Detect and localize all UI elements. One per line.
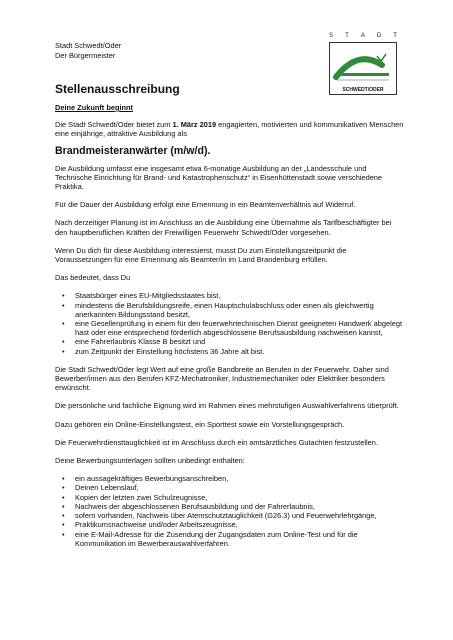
list-item: • sofern vorhanden, Nachweis über Atemschutztauglichkeit (G26.3) und Feuerwehrlehrgänge, [55, 511, 405, 520]
logo-letter: T [393, 33, 397, 39]
logo-caption: SCHWEDT/ODER [342, 87, 384, 93]
list-item: • mindestens die Berufsbildungsreife, einen Hauptschulabschluss oder einen als gleichwertig anerkannten Bildungsstand besitzt, [55, 301, 405, 319]
list-item: • Praktikumsnachweise und/oder Arbeitszeugnisse, [55, 520, 405, 529]
list-item: • Nachweis der abgeschlossenen Berufsausbildung und der Fahrerlaubnis, [55, 502, 405, 511]
training-paragraph: Die Ausbildung umfasst eine insgesamt etwa 6-monatige Ausbildung an der „Landesschule und Technische Einrichtung für Brand- und Katastrophenschutz“ in Eisenhüttenstadt sowie verschiedene Praktika. [55, 163, 383, 192]
logo-letters [329, 33, 397, 39]
medical-paragraph: Die Feuerwehrdiensttauglichkeit ist im Anschluss durch ein amtsärztliches Gutachten festzustellen. [55, 437, 378, 447]
takeover-paragraph: Nach derzeitiger Planung ist im Anschluss an die Ausbildung eine Übernahme als Tarifbeschäftigter bei den hauptberuflichen Kräften der Freiwilligen Feuerwehr Schwedt/Oder vorgesehen. [55, 218, 392, 237]
tests-paragraph: Dazu gehören ein Online-Einstellungstest, ein Sporttest sowie ein Vorstellungsgespräch. [55, 419, 345, 429]
requirements-intro-paragraph: Wenn Du dich für diese Ausbildung interessierst, musst Du zum Einstellungszeitpunkt die Voraussetzungen für eine Ernennung als Beamter/in im Land Brandenburg erfüllen. [55, 245, 347, 265]
page-title: Stellenausschreibung [55, 82, 180, 96]
documents-lead: Deine Bewerbungsunterlagen sollten unbedingt enthalten: [55, 456, 245, 466]
civil-service-paragraph: Für die Dauer der Ausbildung erfolgt eine Ernennung in ein Beamtenverhältnis auf Widerruf. [55, 200, 356, 210]
list-item: • Kopien der letzten zwei Schulzeugnisse, [55, 493, 405, 502]
list-item: • Deinen Lebenslauf, [55, 483, 405, 492]
list-item: • Staatsbürger eines EU-Mitgliedsstaates bist, [55, 291, 405, 300]
list-item: • ein aussagekräftiges Bewerbungsanschreiben, [55, 474, 405, 483]
list-item: • eine Fahrerlaubnis Klasse B besitzt und [55, 337, 405, 346]
logo-letter: A [360, 33, 365, 39]
preferred-professions-paragraph: Die Stadt Schwedt/Oder legt Wert auf eine große Bandbreite an Berufen in der Feuerwehr. Daher sind Bewerber/innen aus den Berufen KFZ-Mechatroniker, Industriemechaniker oder Elektriker besonders erwünscht. [55, 364, 389, 393]
logo-letter: D [376, 33, 382, 39]
letter-header [55, 41, 121, 61]
intro-after: engagierten, motivierten und kommunikativen Menschen eine einjährige, attraktive Ausbildung als [55, 120, 404, 139]
list-item: • zum Zeitpunkt der Einstellung höchstens 36 Jahre alt bist. [55, 347, 405, 356]
requirements-lead: Das bedeutet, dass Du [55, 273, 131, 283]
header-city: Stadt Schwedt/Oder [55, 41, 122, 50]
logo-letter: S [329, 33, 334, 39]
list-item: • eine E-Mail-Adresse für die Zusendung der Zugangsdaten zum Online-Test und für die Kommunikation im Bewerberauswahlverfahren. [55, 530, 405, 548]
start-date: 1. März 2019 [172, 120, 217, 129]
intro-before: Die Stadt Schwedt/Oder bietet zum [55, 120, 173, 129]
documents-list [55, 474, 405, 548]
header-office: Der Bürgermeister [55, 51, 116, 60]
list-item: • eine Gesellenprüfung in einem für den feuerwehrtechnischen Dienst geeigneten Handwerk abgelegt hast oder eine entsprechend förderlich abgeschlossene Berufsausbildung nachweisen kannst, [55, 319, 405, 337]
logo-frame [329, 42, 397, 95]
selection-paragraph: Die persönliche und fachliche Eignung wird im Rahmen eines mehrstufigen Auswahlverfahrens überprüft. [55, 401, 399, 411]
subtitle: Deine Zukunft beginnt [55, 103, 134, 112]
logo-letter: T [345, 33, 349, 39]
city-logo [329, 33, 397, 95]
document-body [55, 120, 405, 557]
job-title: Brandmeisteranwärter (m/w/d). [55, 145, 211, 158]
intro-paragraph [55, 120, 405, 138]
requirements-list [55, 291, 405, 355]
